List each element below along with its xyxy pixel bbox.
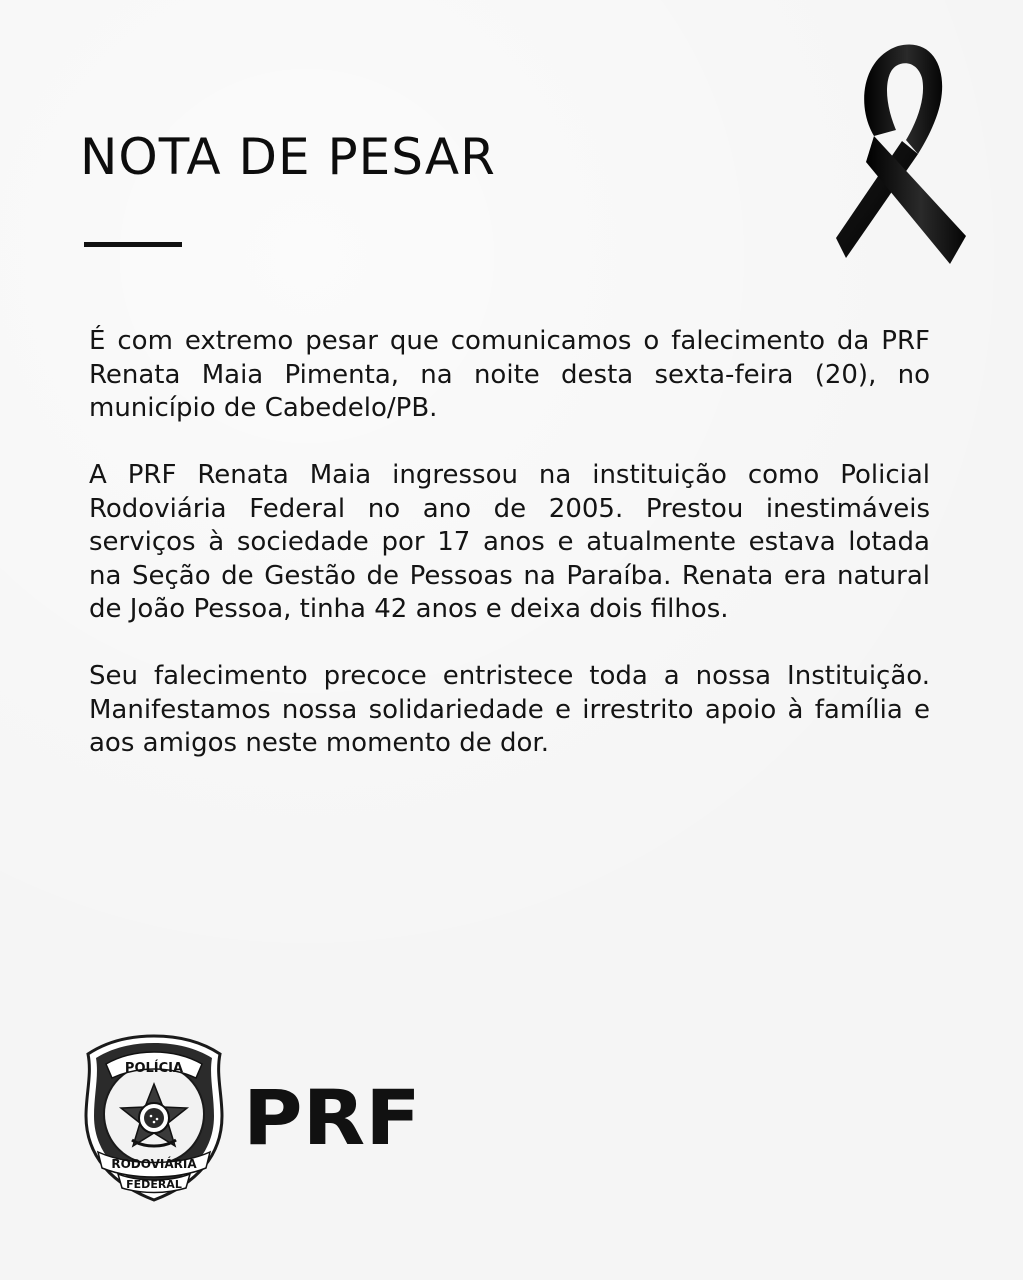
prf-logo-text: PRF (243, 1073, 421, 1162)
mourning-ribbon-icon (826, 36, 976, 272)
paragraph-career: A PRF Renata Maia ingressou na instituição como Policial Rodoviária Federal no ano de 2005. Prestou inestimáveis serviços à sociedade por 17 anos e atualmente estava lotada na Seção de Gestão de Pessoas na Paraíba. Renata era natural de João Pessoa, tinha 42 anos e deixa dois filhos. (89, 460, 930, 624)
badge-bottom-text-2: FEDERAL (126, 1178, 182, 1191)
badge-bottom-text-1: RODOVIÁRIA (111, 1157, 197, 1171)
paragraph-announcement: É com extremo pesar que comunicamos o falecimento da PRF Renata Maia Pimenta, na noite desta sexta-feira (20), no município de Cabedelo/PB. (89, 326, 930, 423)
title-underline (84, 242, 182, 247)
condolence-message (89, 325, 930, 794)
prf-badge-icon (84, 1034, 224, 1202)
badge-top-text: POLÍCIA (124, 1061, 184, 1076)
page-title: NOTA DE PESAR (80, 128, 496, 186)
paragraph-solidarity: Seu falecimento precoce entristece toda a nossa Instituição. Manifestamos nossa solidariedade e irrestrito apoio à família e aos amigos neste momento de dor. (89, 661, 930, 758)
